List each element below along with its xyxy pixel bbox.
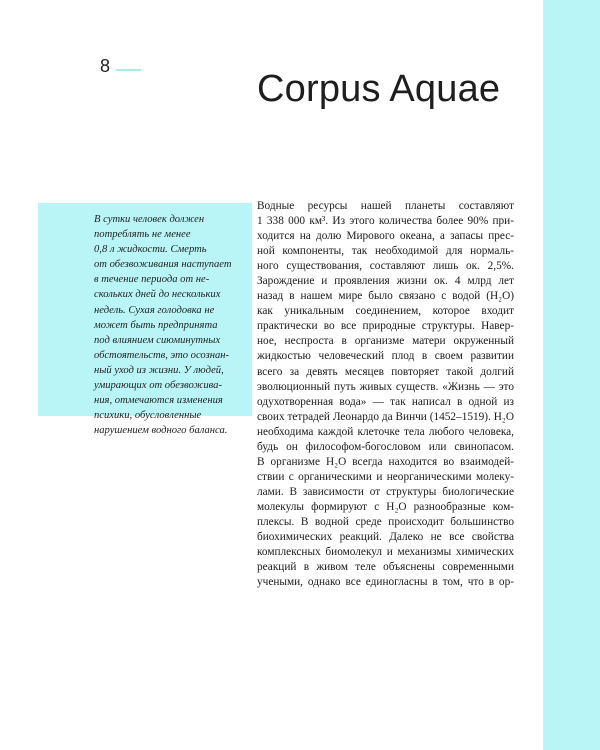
sidebar-note-line: недель. Сухая голодовка не bbox=[94, 304, 215, 316]
sidebar-note-line: умирающих от обезвожива- bbox=[94, 380, 222, 392]
body-text bbox=[257, 199, 514, 590]
body-text-line: реакций в живом теле объяснены современными bbox=[257, 561, 514, 574]
body-text-line: будь он философом-богословом или свинопасом. bbox=[257, 440, 514, 453]
sidebar-note-line: обстоятельств, это осознан- bbox=[94, 349, 230, 361]
body-text-line: Зарождение и проявления жизни ок. 4 млрд лет bbox=[257, 275, 514, 288]
body-text-line: молекулы формируют с H₂O разнообразные ком- bbox=[257, 500, 514, 513]
sidebar-note-line: В сутки человек должен bbox=[94, 214, 205, 225]
body-text-line: ствии с органическими и неорганическими молеку- bbox=[257, 470, 514, 483]
body-text-line: одухотворенная вода» — так написал в одной из bbox=[257, 395, 514, 408]
sidebar-note-line: нарушением водного баланса. bbox=[94, 425, 228, 437]
body-text-line: учеными, однако все единогласны в том, что в ор- bbox=[257, 576, 514, 589]
body-text-line: всего за девять месяцев повторяет такой долгий bbox=[257, 365, 514, 378]
body-text-line: ной компоненты, так необходимой для нормаль- bbox=[257, 245, 514, 258]
sidebar-note-text bbox=[94, 212, 284, 438]
body-text-line: своих тетрадей Леонардо да Винчи (1452–1519). H₂O bbox=[257, 410, 514, 423]
sidebar-note-line: ный уход из жизни. У людей, bbox=[94, 364, 224, 376]
body-text-line: лами. В зависимости от структуры биологические bbox=[257, 485, 514, 498]
sidebar-note-line: ния, отмечаются изменения bbox=[94, 395, 223, 407]
body-text-line: как уникальным соединением, которое входит bbox=[257, 305, 514, 318]
sidebar-note-line: может быть предпринята bbox=[94, 319, 218, 331]
body-text-line: биохимических реакций. Далеко не все свойства bbox=[257, 531, 514, 544]
body-text-line: В организме H₂O всегда находится во взаимодей- bbox=[257, 455, 514, 468]
body-text-line: ного существования, составляют лишь ок. 2,5%. bbox=[257, 260, 514, 273]
sidebar-note-line: в течение периода от не- bbox=[94, 274, 210, 286]
sidebar-note-line: от обезвоживания наступает bbox=[94, 259, 232, 271]
body-text-line: комплексных биомолекул и механизмы химических bbox=[257, 546, 514, 559]
body-text-line: плексы. В водной среде происходит большинство bbox=[257, 515, 514, 528]
sidebar-note-line: скольких дней до нескольких bbox=[94, 289, 221, 301]
body-text-line: назад в нашем мире было связано с водой (H₂O) bbox=[257, 290, 514, 303]
body-text-line: 1 338 000 км³. Из этого количества более 90% при- bbox=[257, 215, 514, 228]
chapter-title: Corpus Aquae bbox=[257, 68, 501, 110]
sidebar-note-line: под влиянием сиюминутных bbox=[94, 334, 221, 346]
body-text-line: Водные ресурсы нашей планеты составляют bbox=[257, 200, 514, 212]
page-number-underline bbox=[116, 69, 141, 71]
sidebar-note-line: психики, обусловленные bbox=[94, 410, 202, 422]
body-text-line: ное, неспроста в организме матери окруженный bbox=[257, 335, 514, 348]
body-text-line: эволюционный путь живых существ. «Жизнь — это bbox=[257, 380, 514, 393]
sidebar-note-line: потреблять не менее bbox=[94, 229, 191, 241]
decorative-side-stripe bbox=[543, 0, 600, 750]
body-text-line: жидкостью человеческий плод в своем развитии bbox=[257, 350, 514, 363]
body-text-line: практически во все природные структуры. Навер- bbox=[257, 320, 514, 333]
sidebar-note-line: 0,8 л жидкости. Смерть bbox=[94, 244, 207, 256]
body-text-line: необходима каждой клеточке тела любого человека, bbox=[257, 425, 514, 438]
body-text-line: ходится на долю Мирового океана, а запасы прес- bbox=[257, 230, 514, 243]
page-number: 8 bbox=[100, 56, 111, 76]
